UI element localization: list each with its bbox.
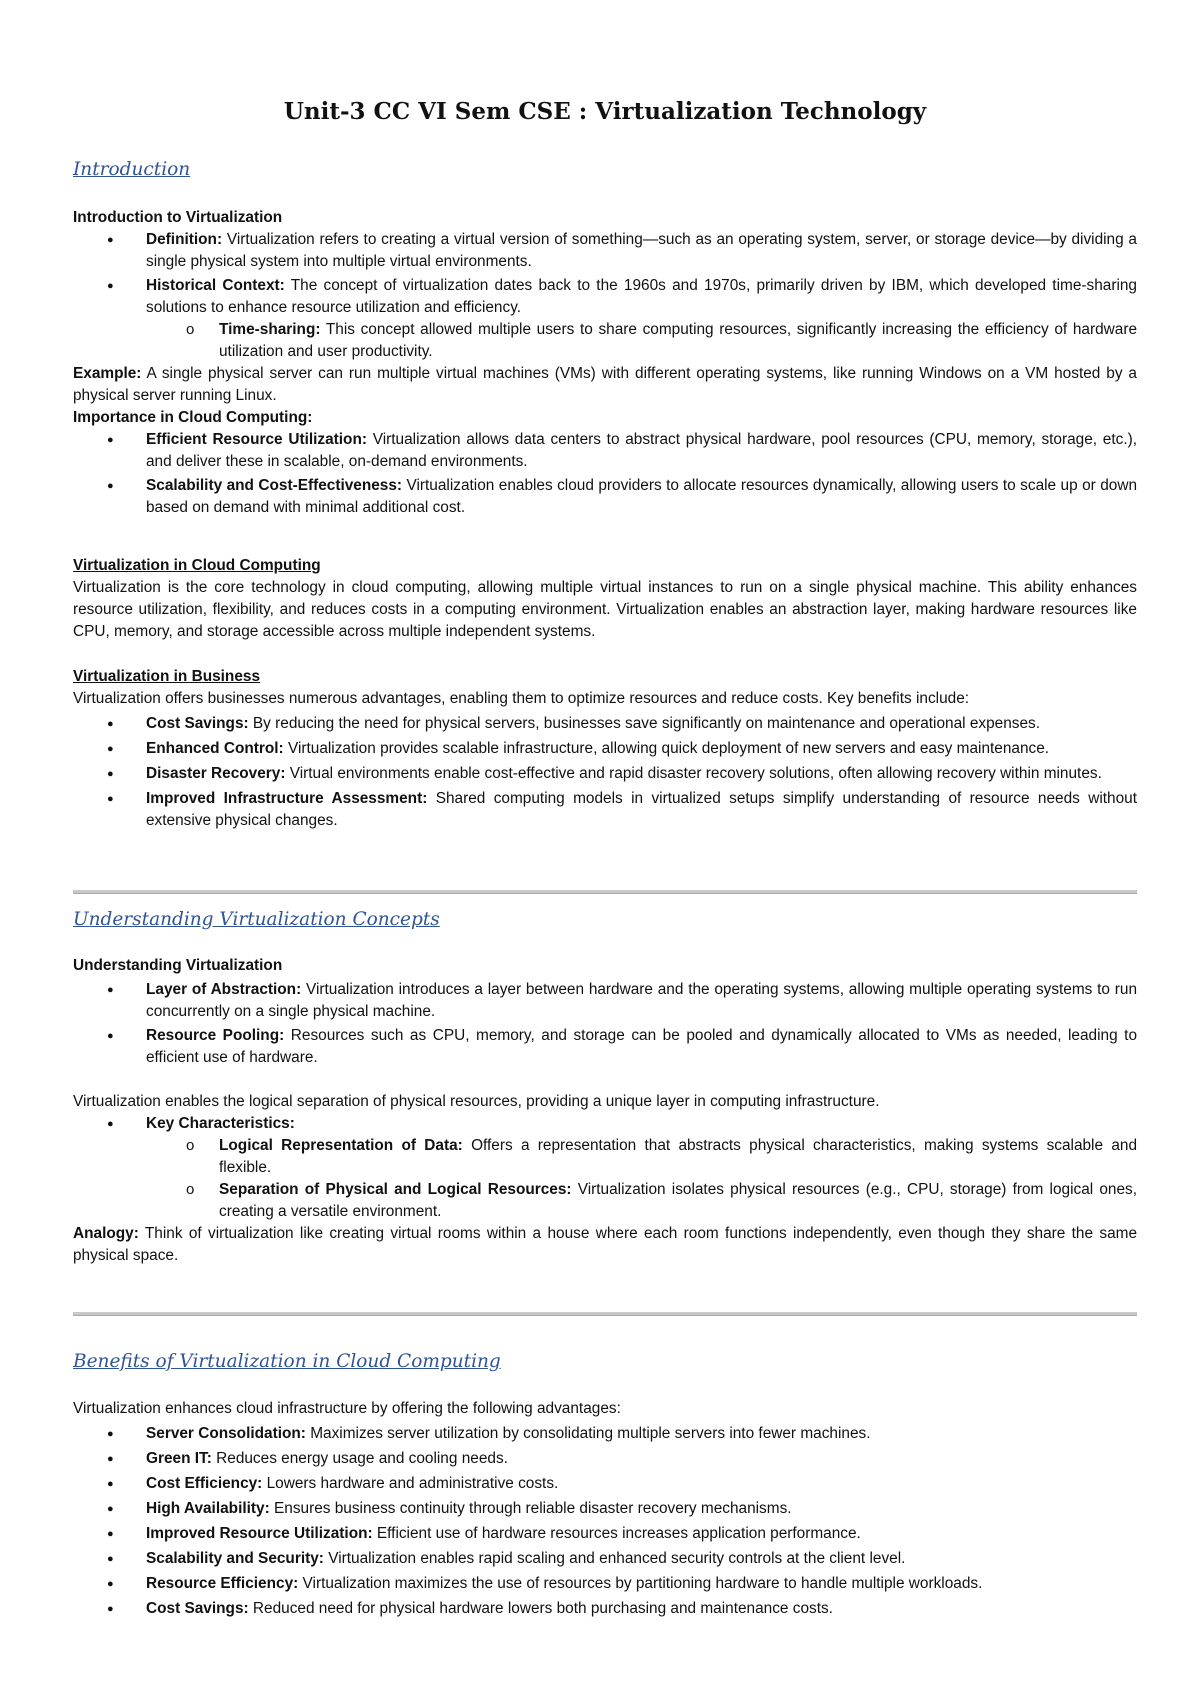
list-item: ● Scalability and Cost-Effectiveness: Virtualization enables cloud providers to allocate resources dynamically, allowing users to scale up or down based on demand with minimal additional cost. bbox=[73, 475, 1137, 519]
subheading: Virtualization in Cloud Computing bbox=[73, 557, 321, 574]
bullet-list bbox=[73, 713, 1137, 832]
list-item: ● Cost Efficiency: Lowers hardware and administrative costs. bbox=[73, 1473, 1137, 1495]
list-item: ● Improved Infrastructure Assessment: Shared computing models in virtualized setups simplify understanding of resource needs without extensive physical changes. bbox=[73, 788, 1137, 832]
list-subitem: o Logical Representation of Data: Offers a representation that abstracts physical characteristics, making systems scalable and flexible. bbox=[73, 1135, 1137, 1179]
list-item: ● Resource Pooling: Resources such as CPU, memory, and storage can be pooled and dynamically allocated to VMs as needed, leading to efficient use of hardware. bbox=[73, 1025, 1137, 1069]
benefits-block bbox=[73, 1398, 1137, 1620]
paragraph: Virtualization offers businesses numerous advantages, enabling them to optimize resources and reduce costs. Key benefits include: bbox=[73, 690, 970, 707]
list-item: ● Historical Context: The concept of virtualization dates back to the 1960s and 1970s, primarily driven by IBM, which developed time-sharing solutions to enhance resource utilization and efficiency. bbox=[73, 275, 1137, 319]
list-item: ● Efficient Resource Utilization: Virtualization allows data centers to abstract physical hardware, pool resources (CPU, memory, storage, etc.), and deliver these in scalable, on-demand environments. bbox=[73, 429, 1137, 473]
subheading: Importance in Cloud Computing: bbox=[73, 409, 313, 426]
list-item: ● Cost Savings: By reducing the need for physical servers, businesses save significantly on maintenance and operational expenses. bbox=[73, 713, 1137, 735]
introduction-block bbox=[73, 207, 1137, 519]
bullet-list bbox=[73, 229, 1137, 363]
bullet-list bbox=[73, 1113, 1137, 1223]
section-divider bbox=[73, 890, 1137, 894]
cloud-computing-block bbox=[73, 555, 1137, 643]
section-heading-concepts: Understanding Virtualization Concepts bbox=[73, 909, 440, 930]
list-item: ● Server Consolidation: Maximizes server utilization by consolidating multiple servers into fewer machines. bbox=[73, 1423, 1137, 1445]
list-item: ● High Availability: Ensures business continuity through reliable disaster recovery mechanisms. bbox=[73, 1498, 1137, 1520]
analogy-paragraph: Analogy: Think of virtualization like creating virtual rooms within a house where each room functions independently, even though they share the same physical space. bbox=[73, 1225, 1138, 1264]
list-item: ● Layer of Abstraction: Virtualization introduces a layer between hardware and the operating systems, allowing multiple operating systems to run concurrently on a single physical machine. bbox=[73, 979, 1137, 1023]
list-item: ● Improved Resource Utilization: Efficient use of hardware resources increases application performance. bbox=[73, 1523, 1137, 1545]
list-item: ● Definition: Virtualization refers to creating a virtual version of something—such as an operating system, server, or storage device—by dividing a single physical system into multiple virtual environments. bbox=[73, 229, 1137, 273]
list-item: ● Scalability and Security: Virtualization enables rapid scaling and enhanced security controls at the client level. bbox=[73, 1548, 1137, 1570]
bullet-list bbox=[73, 979, 1137, 1069]
list-item: ● Green IT: Reduces energy usage and cooling needs. bbox=[73, 1448, 1137, 1470]
section-heading-introduction: Introduction bbox=[73, 159, 191, 180]
paragraph: Virtualization enhances cloud infrastructure by offering the following advantages: bbox=[73, 1400, 621, 1417]
spacer bbox=[73, 1069, 1137, 1091]
list-subitem: o Time-sharing: This concept allowed multiple users to share computing resources, significantly increasing the efficiency of hardware utilization and user productivity. bbox=[73, 319, 1137, 363]
list-item: ● Resource Efficiency: Virtualization maximizes the use of resources by partitioning hardware to handle multiple workloads. bbox=[73, 1573, 1137, 1595]
list-subitem: o Separation of Physical and Logical Resources: Virtualization isolates physical resources (e.g., CPU, storage) from logical ones, creating a versatile environment. bbox=[73, 1179, 1137, 1223]
paragraph: Virtualization enables the logical separation of physical resources, providing a unique layer in computing infrastructure. bbox=[73, 1093, 880, 1110]
list-item: ● Disaster Recovery: Virtual environments enable cost-effective and rapid disaster recovery solutions, often allowing recovery within minutes. bbox=[73, 763, 1137, 785]
subheading: Understanding Virtualization bbox=[73, 957, 283, 974]
subheading: Virtualization in Business bbox=[73, 668, 261, 685]
section-heading-benefits: Benefits of Virtualization in Cloud Computing bbox=[73, 1351, 501, 1372]
concepts-block bbox=[73, 955, 1137, 1267]
business-block bbox=[73, 666, 1137, 832]
example-paragraph: Example: A single physical server can run multiple virtual machines (VMs) with different operating systems, like running Windows on a VM hosted by a physical server running Linux. bbox=[73, 365, 1137, 404]
list-item: ● Cost Savings: Reduced need for physical hardware lowers both purchasing and maintenance costs. bbox=[73, 1598, 1137, 1620]
paragraph: Virtualization is the core technology in cloud computing, allowing multiple virtual instances to run on a single physical machine. This ability enhances resource utilization, flexibility, and reduces costs in a computing environment. Virtualization enables an abstraction layer, making hardware resources like CPU, memory, and storage accessible across multiple independent systems. bbox=[73, 579, 1137, 640]
subheading: Introduction to Virtualization bbox=[73, 209, 283, 226]
section-divider bbox=[73, 1312, 1137, 1316]
list-item: ● Enhanced Control: Virtualization provides scalable infrastructure, allowing quick deployment of new servers and easy maintenance. bbox=[73, 738, 1137, 760]
page-title: Unit-3 CC VI Sem CSE : Virtualization Technology bbox=[283, 98, 927, 125]
list-item: ● Key Characteristics: bbox=[73, 1113, 1137, 1135]
bullet-list bbox=[73, 429, 1137, 519]
bullet-list bbox=[73, 1423, 1137, 1620]
